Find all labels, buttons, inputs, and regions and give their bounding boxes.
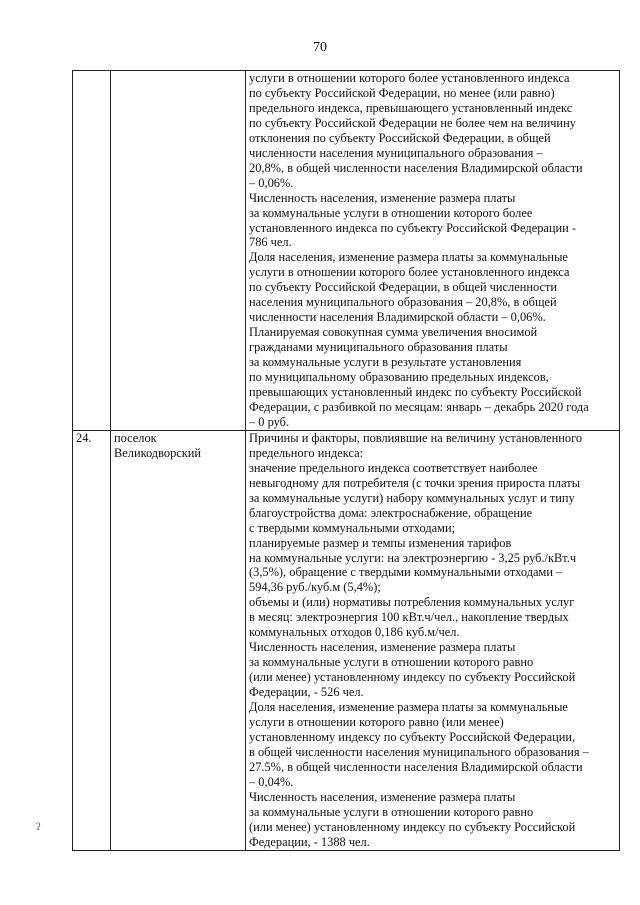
description-line: по муниципальному образованию предельных индексов, xyxy=(249,370,549,385)
description-line: объемы и (или) нормативы потребления коммунальных услуг xyxy=(249,595,575,610)
description-line: – 0,04%. xyxy=(249,774,294,789)
description-line: (или менее) установленному индексу по субъекту Российской xyxy=(249,670,576,685)
description-line: коммунальных отходов 0,186 куб.м/чел. xyxy=(249,625,460,640)
description-line: установленного индекса по субъекту Российской Федерации - xyxy=(249,220,577,235)
table-row xyxy=(73,430,620,850)
description-line: по субъекту Российской Федерации не более чем на величину xyxy=(249,115,576,130)
description-line: за коммунальные услуги в отношении которого более xyxy=(249,205,533,220)
description-line: 27.5%, в общей численности населения Владимирской области xyxy=(249,759,583,774)
document-table xyxy=(72,70,620,851)
municipality-cell xyxy=(111,71,246,431)
description-line: услуги в отношении которого равно (или менее) xyxy=(249,714,504,729)
description-line: в месяц: электроэнергия 100 кВт.ч/чел., накопление твердых xyxy=(249,610,569,625)
table-row xyxy=(73,71,620,431)
description-line: (или менее) установленному индексу по субъекту Российской xyxy=(249,819,576,834)
municipality-name-line: Великодворский xyxy=(114,445,202,460)
description-cell xyxy=(246,71,620,431)
description-line: 786 чел. xyxy=(249,235,292,250)
description-line: услуги в отношении которого более установленного индекса xyxy=(249,71,570,85)
description-line: 20,8%, в общей численности населения Владимирской области xyxy=(249,160,583,175)
description-line: Федерации, - 526 чел. xyxy=(249,685,364,700)
description-line: планируемые размер и темпы изменения тарифов xyxy=(249,535,512,550)
description-cell xyxy=(246,430,620,850)
description-line: на коммунальные услуги: на электроэнергию - 3,25 руб./кВт.ч xyxy=(249,550,577,565)
description-line: численности населения муниципального образования – xyxy=(249,145,543,160)
description-line: за коммунальные услуги в отношении которого равно xyxy=(249,655,534,670)
table-body xyxy=(73,71,620,851)
description-line: Доля населения, изменение размера платы за коммунальные xyxy=(249,250,568,265)
description-line: (3,5%), обращение с твердыми коммунальными отходами – xyxy=(249,565,563,580)
row-number: 24. xyxy=(76,430,92,445)
description-line: невыгодному для потребителя (с точки зрения прироста платы xyxy=(249,475,581,490)
row-number-cell xyxy=(73,430,111,850)
description-line: с твердыми коммунальными отходами; xyxy=(249,520,456,535)
description-line: Численность населения, изменение размера платы xyxy=(249,190,516,205)
description-line: Федерации, - 1388 чел. xyxy=(249,834,370,849)
municipality-name-line: поселок xyxy=(114,430,157,445)
description-line: превышающих установленный индекс по субъекту Российской xyxy=(249,385,582,400)
description-line: услуги в отношении которого более установленного индекса xyxy=(249,265,570,280)
description-line: установленному индексу по субъекту Российской Федерации, xyxy=(249,729,576,744)
description-line: благоустройства дома: электроснабжение, обращение xyxy=(249,505,533,520)
description-line: Численность населения, изменение размера платы xyxy=(249,640,516,655)
description-line: численности населения Владимирской области – 0,06%. xyxy=(249,310,546,325)
description-line: отклонения по субъекту Российской Федерации, в общей xyxy=(249,130,551,145)
description-line: Численность населения, изменение размера платы xyxy=(249,789,516,804)
description-line: Доля населения, изменение размера платы за коммунальные xyxy=(249,700,568,715)
row-number-cell xyxy=(73,71,111,431)
description-line: за коммунальные услуги в отношении которого равно xyxy=(249,804,534,819)
description-line: Причины и факторы, повлиявшие на величину установленного xyxy=(249,430,583,445)
description-line: – 0 руб. xyxy=(249,414,290,429)
description-line: за коммунальные услуги в результате установления xyxy=(249,355,522,370)
description-line: по субъекту Российской Федерации, но менее (или равно) xyxy=(249,85,555,100)
description-line: предельного индекса, превышающего установленный индекс xyxy=(249,100,573,115)
description-line: Федерации, с разбивкой по месяцам: январь – декабрь 2020 года xyxy=(249,399,589,414)
description-line: – 0,06%. xyxy=(249,175,294,190)
description-line: Планируемая совокупная сумма увеличения вносимой xyxy=(249,325,538,340)
description-line: населения муниципального образования – 20,8%, в общей xyxy=(249,295,557,310)
description-line: гражданами муниципального образования платы xyxy=(249,340,508,355)
municipality-cell xyxy=(111,430,246,850)
page-number: 70 xyxy=(313,40,327,55)
description-line: значение предельного индекса соответствует наиболее xyxy=(249,460,538,475)
description-line: предельного индекса: xyxy=(249,445,364,460)
description-line: в общей численности населения муниципального образования – xyxy=(249,744,589,759)
description-line: 594,36 руб./куб.м (5,4%); xyxy=(249,580,381,595)
margin-mark: ʔ xyxy=(36,822,41,833)
description-line: за коммунальные услуги) набору коммунальных услуг и типу xyxy=(249,490,575,505)
description-line: по субъекту Российской Федерации, в общей численности xyxy=(249,280,558,295)
